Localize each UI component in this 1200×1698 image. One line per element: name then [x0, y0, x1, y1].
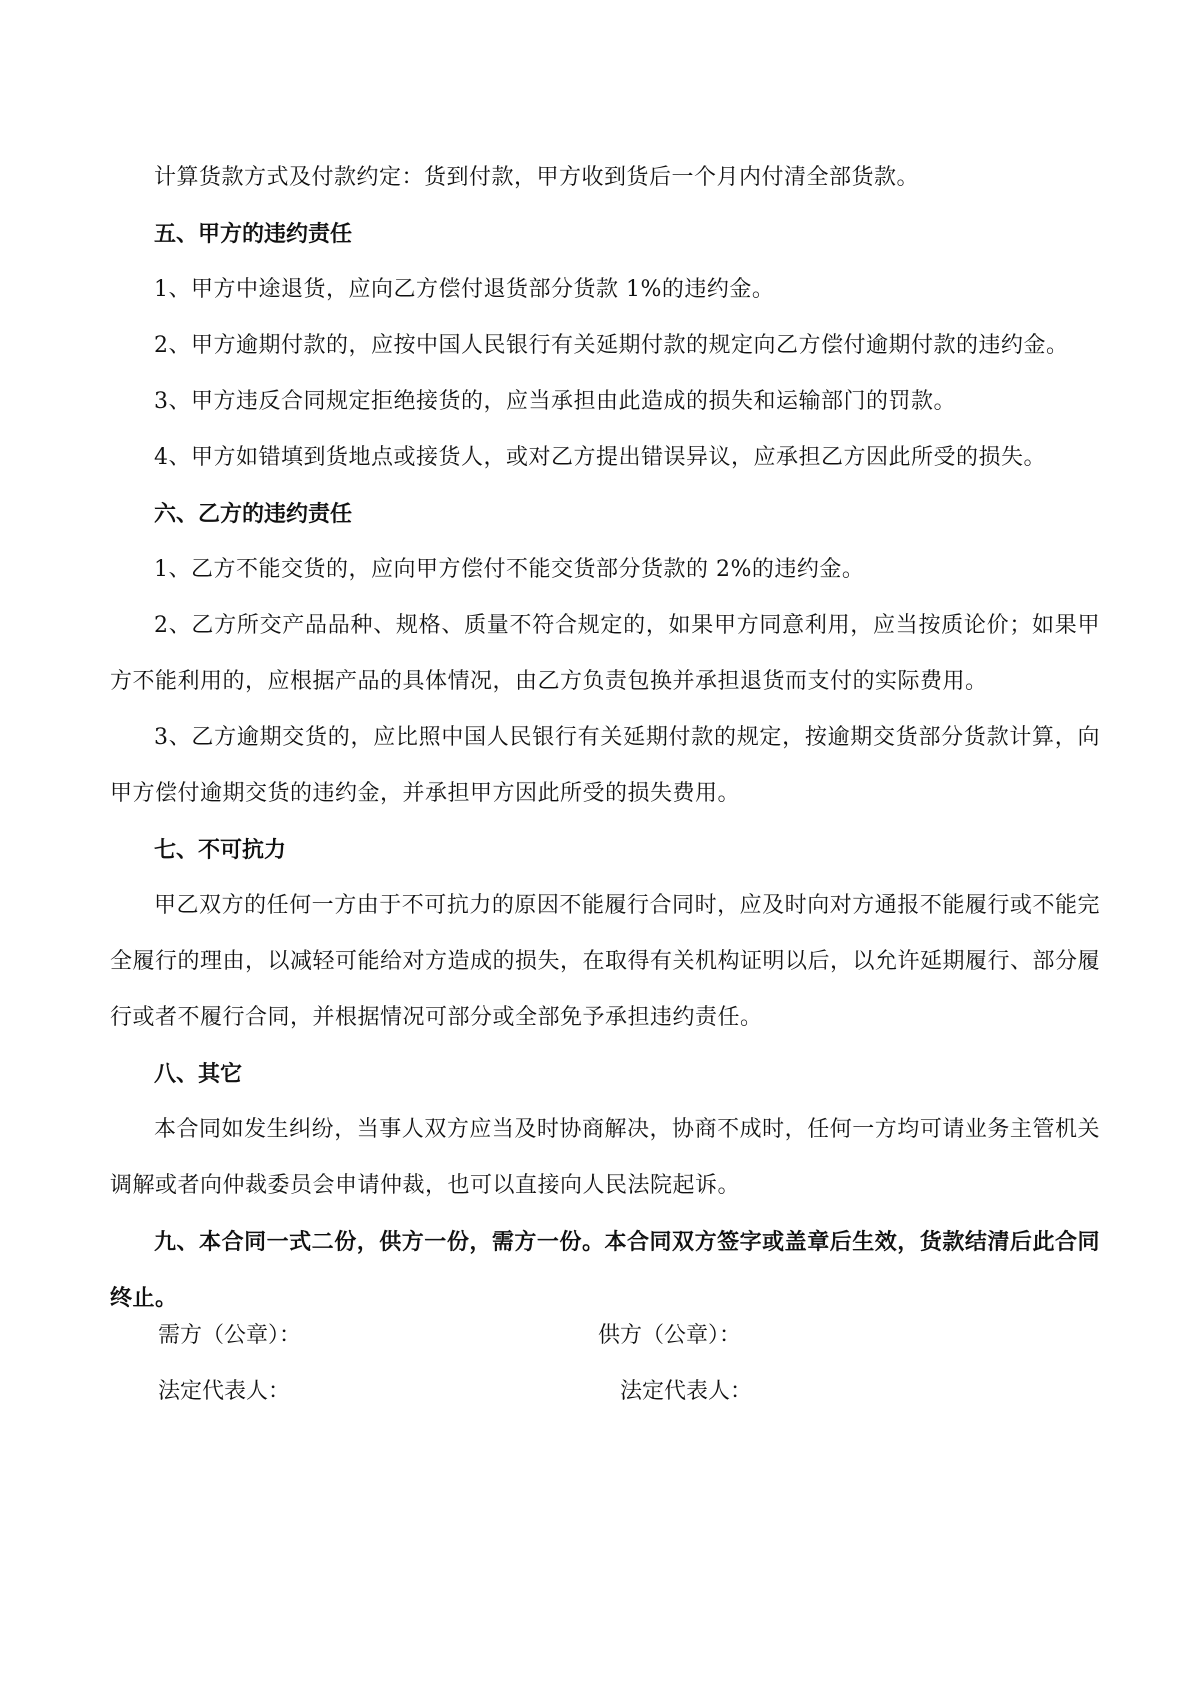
section-8-body: 本合同如发生纠纷，当事人双方应当及时协商解决，协商不成时，任何一方均可请业务主管机关调解或者向仲裁委员会申请仲裁，也可以直接向人民法院起诉。 — [110, 1117, 1100, 1198]
section-9-body: 九、本合同一式二份，供方一份，需方一份。本合同双方签字或盖章后生效，货款结清后此合同终止。 — [110, 1229, 1100, 1311]
section-8-heading: 八、其它 — [154, 1061, 243, 1087]
buyer-seal-label: 需方（公章）： — [158, 1323, 302, 1348]
section-6-item-1: 1、乙方不能交货的，应向甲方偿付不能交货部分货款的 2%的违约金。 — [154, 557, 865, 582]
section-6-item-3: 3、乙方逾期交货的，应比照中国人民银行有关延期付款的规定，按逾期交货部分货款计算，向甲方偿付逾期交货的违约金，并承担甲方因此所受的损失费用。 — [110, 725, 1100, 806]
seller-representative-label: 法定代表人： — [620, 1379, 753, 1404]
section-5-item-1: 1、甲方中途退货，应向乙方偿付退货部分货款 1%的违约金。 — [154, 277, 775, 302]
section-7-body: 甲乙双方的任何一方由于不可抗力的原因不能履行合同时，应及时向对方通报不能履行或不能完全履行的理由，以减轻可能给对方造成的损失，在取得有关机构证明以后，以允许延期履行、部分履行或者不履行合同，并根据情况可部分或全部免予承担违约责任。 — [110, 893, 1101, 1030]
representative-row — [158, 1364, 1058, 1420]
section-6-item-2: 2、乙方所交产品品种、规格、质量不符合规定的，如果甲方同意利用，应当按质论价；如果甲方不能利用的，应根据产品的具体情况，由乙方负责包换并承担退货而支付的实际费用。 — [110, 613, 1100, 694]
section-6-heading: 六、乙方的违约责任 — [154, 501, 353, 527]
payment-terms-paragraph: 计算货款方式及付款约定：货到付款，甲方收到货后一个月内付清全部货款。 — [154, 165, 920, 190]
section-5-item-2: 2、甲方逾期付款的，应按中国人民银行有关延期付款的规定向乙方偿付逾期付款的违约金。 — [154, 333, 1069, 358]
seal-row — [158, 1308, 1058, 1364]
contract-page — [110, 150, 1100, 1326]
section-5-heading: 五、甲方的违约责任 — [154, 221, 353, 247]
section-5-item-4: 4、甲方如错填到货地点或接货人，或对乙方提出错误异议，应承担乙方因此所受的损失。 — [154, 445, 1047, 470]
section-7-heading: 七、不可抗力 — [154, 837, 287, 863]
seller-seal-label: 供方（公章）： — [598, 1323, 742, 1348]
section-5-item-3: 3、甲方违反合同规定拒绝接货的，应当承担由此造成的损失和运输部门的罚款。 — [154, 389, 956, 414]
buyer-representative-label: 法定代表人： — [158, 1379, 291, 1404]
signature-block — [158, 1308, 1058, 1420]
